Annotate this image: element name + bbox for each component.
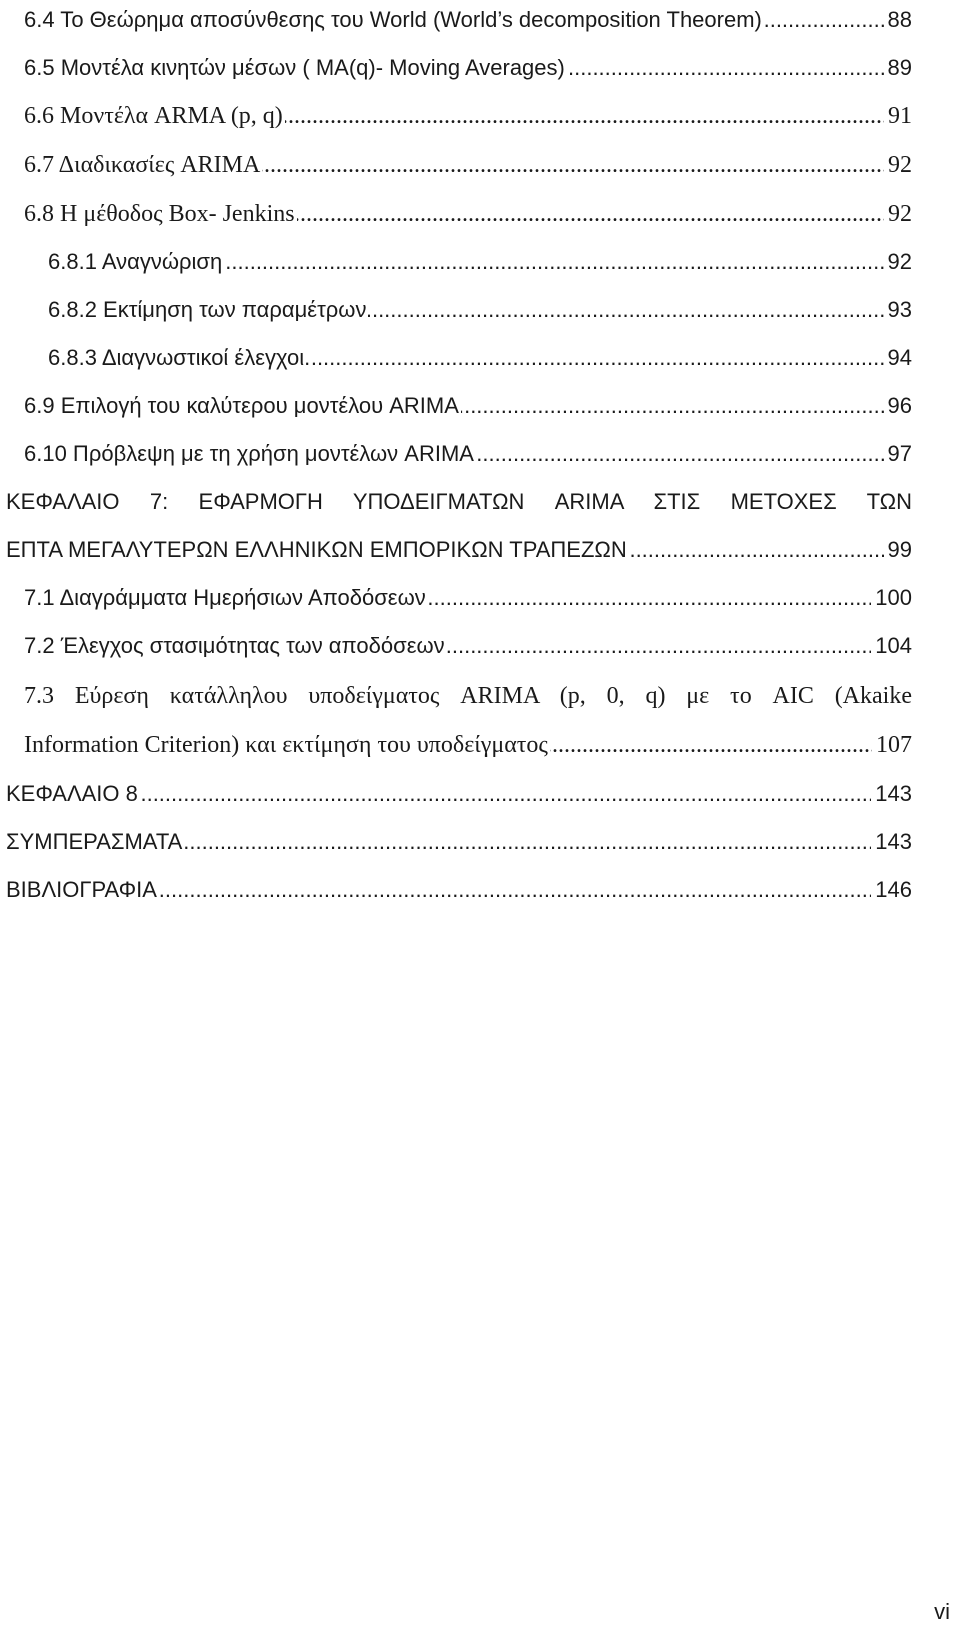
toc-entry-label: ΚΕΦΑΛΑΙΟ 8 bbox=[6, 774, 140, 814]
toc-entry-page: 92 bbox=[884, 145, 912, 185]
toc-entry-6-5[interactable] bbox=[24, 48, 912, 88]
toc-entry-label: ΣΥΜΠΕΡΑΣΜΑΤΑ bbox=[6, 822, 184, 862]
toc-entry-label: 6.8.1 Αναγνώριση bbox=[48, 242, 224, 282]
toc-entry-7-3-line1[interactable]: 7.3 Εύρεση κατάλληλου υποδείγματος ARIMA (p, 0, q) με το AIC (Akaike bbox=[24, 683, 912, 709]
toc-entry-page: 97 bbox=[884, 434, 912, 474]
toc-entry-page: 104 bbox=[871, 626, 912, 666]
toc-entry-7-2[interactable] bbox=[24, 626, 912, 666]
toc-entry-6-9[interactable] bbox=[24, 386, 912, 426]
toc-entry-6-4[interactable] bbox=[24, 0, 912, 40]
toc-entry-chapter-7[interactable] bbox=[6, 530, 912, 570]
toc-entry-6-8-2[interactable] bbox=[48, 290, 912, 330]
toc-entry-7-3[interactable] bbox=[24, 725, 912, 765]
toc-entry-label: Information Criterion) και εκτίμηση του υποδείγματος bbox=[24, 725, 550, 765]
toc-entry-label: 6.6 Μοντέλα ARMA (p, q) bbox=[24, 96, 285, 136]
toc-entry-label: 6.7 Διαδικασίες ARIMA bbox=[24, 145, 262, 185]
toc-entry-page: 91 bbox=[884, 96, 912, 136]
toc-entry-page: 92 bbox=[884, 242, 912, 282]
toc-entry-bibliography[interactable] bbox=[6, 870, 912, 910]
toc-entry-6-8[interactable] bbox=[24, 194, 912, 234]
dot-leader bbox=[6, 774, 912, 814]
toc-entry-chapter-8[interactable] bbox=[6, 774, 912, 814]
toc-entry-page: 94 bbox=[884, 338, 912, 378]
toc-entry-7-1[interactable] bbox=[24, 578, 912, 618]
toc-entry-label: ΕΠΤΑ ΜΕΓΑΛΥΤΕΡΩΝ ΕΛΛΗΝΙΚΩΝ ΕΜΠΟΡΙΚΩΝ ΤΡΑΠΕΖΩΝ bbox=[6, 530, 629, 570]
toc-entry-page: 107 bbox=[872, 725, 912, 765]
toc-entry-page: 89 bbox=[884, 48, 912, 88]
toc-entry-page: 99 bbox=[884, 530, 912, 570]
toc-entry-label: 6.8 Η μέθοδος Box- Jenkins bbox=[24, 194, 297, 234]
toc-entry-page: 92 bbox=[884, 194, 912, 234]
toc-entry-label: 6.9 Επιλογή του καλύτερου μοντέλου ARIMA bbox=[24, 386, 461, 426]
toc-entry-label: 7.2 Έλεγχος στασιμότητας των αποδόσεων bbox=[24, 626, 447, 666]
toc-entry-page: 146 bbox=[871, 870, 912, 910]
toc-entry-label: 7.1 Διαγράμματα Ημερήσιων Αποδόσεων bbox=[24, 578, 428, 618]
toc-entry-label: 6.8.3 Διαγνωστικοί έλεγχοι. bbox=[48, 338, 312, 378]
toc-entry-label: ΒΙΒΛΙΟΓΡΑΦΙΑ bbox=[6, 870, 159, 910]
toc-entry-6-8-1[interactable] bbox=[48, 242, 912, 282]
toc-entry-page: 100 bbox=[871, 578, 912, 618]
toc-entry-page: 93 bbox=[884, 290, 912, 330]
toc-entry-6-6[interactable] bbox=[24, 96, 912, 136]
toc-entry-6-7[interactable] bbox=[24, 145, 912, 185]
toc-entry-label: 6.4 Το Θεώρημα αποσύνθεσης του World (World’s decomposition Theorem) bbox=[24, 0, 764, 40]
toc-entry-conclusions[interactable] bbox=[6, 822, 912, 862]
toc-entry-page: 96 bbox=[884, 386, 912, 426]
toc-entry-label: 6.5 Μοντέλα κινητών μέσων ( MA(q)- Moving Averages) bbox=[24, 48, 567, 88]
toc-entry-label: 6.10 Πρόβλεψη με τη χρήση μοντέλων ARIMA bbox=[24, 434, 476, 474]
toc-entry-6-10[interactable] bbox=[24, 434, 912, 474]
page-number: vi bbox=[934, 1599, 950, 1624]
toc-entry-6-8-3[interactable] bbox=[48, 338, 912, 378]
toc-entry-page: 143 bbox=[871, 822, 912, 862]
toc-entry-label: 6.8.2 Εκτίμηση των παραμέτρων bbox=[48, 290, 368, 330]
toc-entry-page: 143 bbox=[871, 774, 912, 814]
toc-entry-chapter-7-line1[interactable]: ΚΕΦΑΛΑΙΟ 7: ΕΦΑΡΜΟΓΗ ΥΠΟΔΕΙΓΜΑΤΩΝ ARIMA ΣΤΙΣ ΜΕΤΟΧΕΣ ΤΩΝ bbox=[6, 489, 912, 514]
toc-entry-page: 88 bbox=[884, 0, 912, 40]
